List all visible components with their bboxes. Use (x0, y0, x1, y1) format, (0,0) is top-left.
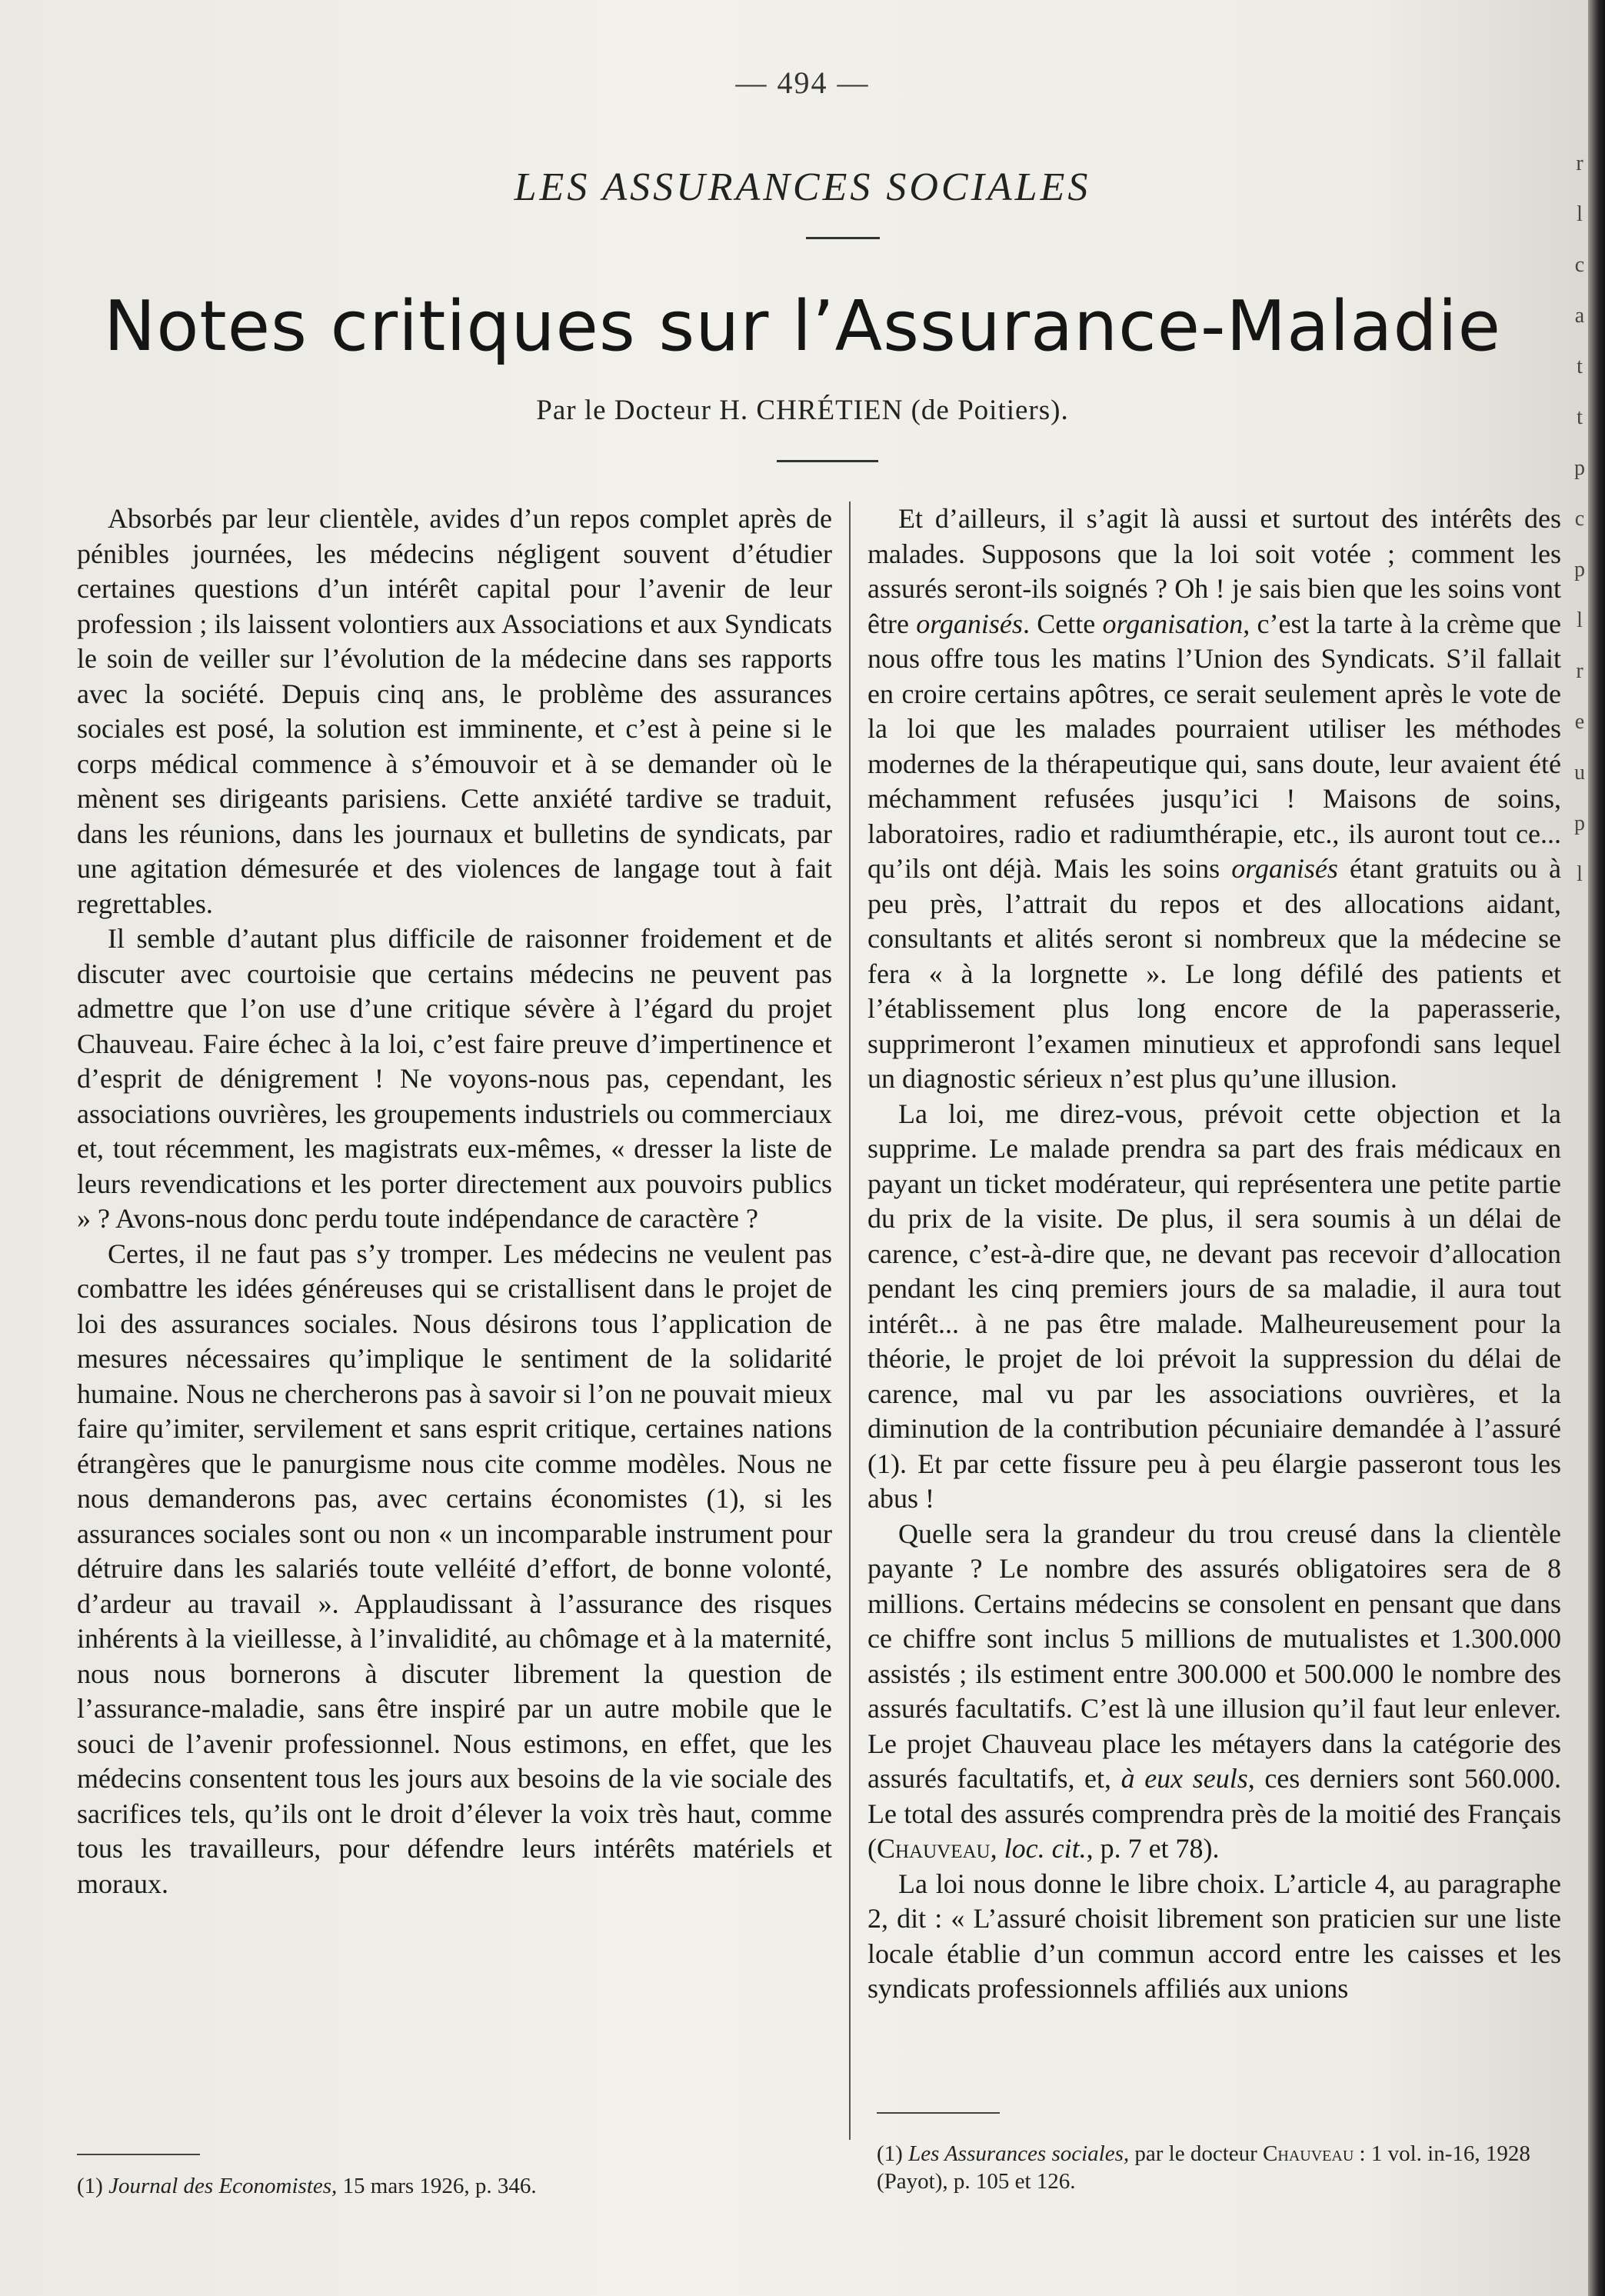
page-number: — 494 — (735, 65, 870, 100)
margin-letter: u (1574, 761, 1585, 785)
margin-letter: l (1577, 862, 1583, 886)
margin-letter: e (1574, 710, 1585, 734)
right-column (867, 502, 1561, 2007)
left-column (77, 502, 832, 1901)
right-footnote-source: Les Assurances sociales, (908, 2141, 1130, 2166)
right-p1-em-1: organisés (916, 608, 1023, 639)
right-p1-text-c: , c’est la tarte à la crème que nous offre tous les matins l’Union des Syndicats. S’il fallait en croire certains apôtres, ce serait seulement après le vote de la loi que les malades pourraient utiliser les méthodes modernes de la thérapeutique qui, sans doute, leur avaient été méchamment refusées jusqu’ici ! Maisons de soins, laboratoires, radio et radiumthérapie, etc., ils auront tout ce... qu’ils ont déjà. Mais les soins (867, 608, 1561, 884)
left-footnote-rule (77, 2154, 200, 2155)
margin-letter: r (1576, 659, 1583, 683)
right-p1-text-d: étant gratuits ou à peu près, l’attrait du repos et des allocations aidant, consultants et alités seront si nombreux que la médecine se fera « à la lorgnette ». Le long défilé des patients et l’établissement plus long encore de la paperasserie, supprimeront l’examen minutieux et approfondi sans lequel un diagnostic sérieux n’est plus qu’une illusion. (867, 853, 1561, 1094)
left-paragraph-1: Absorbés par leur clientèle, avides d’un repos complet après de pénibles journées, les médecins négligent souvent d’étudier certaines questions d’un intérêt capital pour l’avenir de leur profession ; ils laissent volontiers aux Associations et aux Syndicats le soin de veiller sur l’évolution de la médecine dans ses rapports avec la société. Depuis cinq ans, le problème des assurances sociales est posé, la solution est imminente, et c’est à peine si le corps médical commence à s’émouvoir et à se demander où le mènent ses dirigeants parisiens. Cette anxiété tardive se traduit, dans les réunions, dans les journaux et bulletins de syndicats, par une agitation démesurée et des violences de langage tout à fait regrettables. (77, 503, 832, 919)
right-p3-text-a: Quelle sera la grandeur du trou creusé dans la clientèle payante ? Le nombre des assurés obligatoires sera de 8 millions. Certains médecins se consolent en pensant que dans ce chiffre sont inclus 5 millions de mutualistes et 1.300.000 assistés ; ils estiment entre 300.000 et 500.000 le nombre des assurés facultatifs. C’est là une illusion qu’il faut leur enlever. Le projet Chauveau place les métayers dans la catégorie des assurés facultatifs, et, (867, 1518, 1561, 1794)
right-p1-em-3: organisés (1231, 853, 1338, 884)
left-footnote-marker: (1) (77, 2174, 103, 2198)
right-footnote-mid: par le docteur (1129, 2141, 1264, 2166)
byline-rule (777, 460, 878, 462)
right-footnote-details: : 1 vol. in-16, 1928 (Payot), p. 105 et 126. (877, 2141, 1530, 2194)
right-p1-text-b: . Cette (1022, 608, 1103, 639)
margin-letter: l (1577, 202, 1583, 226)
margin-letter: p (1574, 558, 1585, 581)
right-p1-text-a: Et d’ailleurs, il s’agit là aussi et surtout des intérêts des malades. Supposons que la loi soit votée ; comment les assurés seront-ils soignés ? Oh ! je sais bien que les soins vont être (867, 503, 1561, 639)
margin-letter: a (1574, 304, 1585, 328)
right-paragraph-1 (867, 502, 1561, 1097)
margin-letter: p (1574, 456, 1585, 480)
right-paragraph-3 (867, 1517, 1561, 1867)
right-p3-cite: , loc. cit. (990, 1833, 1087, 1864)
book-binding-shadow (1588, 0, 1605, 2296)
left-footnote-details: 15 mars 1926, p. 346. (342, 2174, 537, 2198)
right-footnote (877, 2140, 1561, 2195)
right-paragraph-4: La loi nous donne le libre choix. L’article 4, au paragraphe 2, dit : « L’assuré choisit librement son praticien sur une liste locale établie d’un commun accord entre les caisses et les syndicats professionnels affiliés aux unions (867, 1868, 1561, 2004)
margin-letter: t (1577, 405, 1583, 429)
right-p3-text-b: , ces derniers sont 560.000. Le total des assurés comprendra près de la moitié des Français ( (867, 1763, 1561, 1864)
left-paragraph-3: Certes, il ne faut pas s’y tromper. Les médecins ne veulent pas combattre les idées généreuses qui se cristallisent dans le projet de loi des assurances sociales. Nous désirons tous l’application de mesures nécessaires qu’implique le sentiment de la solidarité humaine. Nous ne chercherons pas à savoir si l’on ne pouvait mieux faire qu’imiter, servilement et sans esprit critique, certaines nations étrangères que le panurgisme nous cite comme modèles. Nous ne nous demanderons pas, avec certains économistes (1), si les assurances sociales sont ou non « un incomparable instrument pour détruire dans les salariés toute velléité d’effort, de bonne volonté, d’ardeur au travail ». Applaudissant à l’assurance des risques inhérents à la vieillesse, à l’invalidité, au chômage et à la maternité, nous nous bornerons à discuter librement la question de l’assurance-maladie, sans être inspiré par un autre mobile que le souci de l’avenir professionnel. Nous estimons, en effet, que les médecins consentent tous les jours aux besoins de la vie sociale des sacrifices tels, qu’ils ont le droit d’élever la voix très haut, comme tous les travailleurs, pour défendre leurs intérêts matériels et moraux. (77, 1238, 832, 1899)
section-title: LES ASSURANCES SOCIALES (514, 165, 1091, 209)
margin-letter: l (1577, 608, 1583, 632)
main-title: Notes critiques sur l’Assurance-Maladie (104, 286, 1501, 367)
byline: Par le Docteur H. CHRÉTIEN (de Poitiers). (536, 395, 1069, 426)
margin-letter: t (1577, 355, 1583, 378)
right-p3-author: Chauveau (877, 1833, 991, 1864)
right-footnote-author: Chauveau (1263, 2141, 1354, 2166)
left-footnote (77, 2172, 832, 2200)
margin-letter: p (1574, 811, 1585, 835)
left-footnote-source: Journal des Economistes, (108, 2174, 338, 2198)
right-p3-text-c: , p. 7 et 78). (1086, 1833, 1220, 1864)
right-footnote-marker: (1) (877, 2141, 903, 2166)
title-rule-top (806, 237, 880, 239)
right-paragraph-2: La loi, me direz-vous, prévoit cette objection et la supprime. Le malade prendra sa part des frais médicaux en payant un ticket modérateur, qui représentera une petite partie du prix de la visite. De plus, il sera soumis à un délai de carence, c’est-à-dire que, ne devant pas recevoir d’allocation pendant les cinq premiers jours de sa maladie, il aura tout intérêt... à ne pas être malade. Malheureusement pour la théorie, le projet de loi prévoit la suppression du délai de carence, mal vu par les associations ouvrières, et la diminution de la contribution pécuniaire demandée à l’assuré (1). Et par cette fissure peu à peu élargie passeront tous les abus ! (867, 1098, 1561, 1514)
right-p3-em: à eux seuls (1121, 1763, 1248, 1794)
left-paragraph-2: Il semble d’autant plus difficile de raisonner froidement et de discuter avec courtoisie que certains médecins ne peuvent pas admettre que l’on use d’une critique sévère à l’égard du projet Chauveau. Faire échec à la loi, c’est faire preuve d’impertinence et d’esprit de dénigrement ! Ne voyons-nous pas, cependant, les associations ouvrières, les groupements industriels ou commerciaux et, tout récemment, les magistrats eux-mêmes, « dresser la liste de leurs revendications et les porter directement aux pouvoirs publics » ? Avons-nous donc perdu toute indépendance de caractère ? (77, 923, 832, 1234)
margin-letter: c (1574, 507, 1585, 531)
margin-letter: c (1574, 253, 1585, 277)
right-footnote-rule (877, 2112, 1000, 2114)
right-p1-em-2: organisation (1102, 608, 1244, 639)
margin-letter: r (1576, 152, 1583, 175)
column-divider (849, 502, 851, 2140)
facing-page-margin-letters (1573, 138, 1587, 900)
